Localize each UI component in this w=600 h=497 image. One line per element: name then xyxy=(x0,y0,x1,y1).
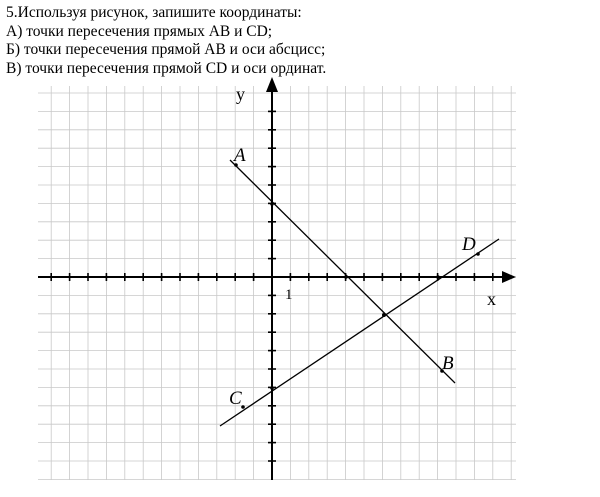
point-c xyxy=(241,405,245,409)
grid xyxy=(38,86,516,480)
task-item-c: В) точки пересечения прямой CD и оси ординат. xyxy=(6,59,327,77)
point-d-label: D xyxy=(462,234,476,255)
task-item-b: Б) точки пересечения прямой AB и оси абсцисс; xyxy=(6,41,326,58)
unit-label: 1 xyxy=(285,287,293,303)
point-b-label: B xyxy=(442,353,454,374)
task-item-a: А) точки пересечения прямых AB и CD; xyxy=(6,22,273,40)
intersection-cd-x-axis xyxy=(436,275,440,279)
point-d xyxy=(476,252,480,256)
intersection-ab-cd xyxy=(382,313,386,317)
axis-y-label: y xyxy=(236,84,245,104)
point-a-label: A xyxy=(234,145,246,166)
task-title: 5.Используя рисунок, запишите координаты: xyxy=(6,4,302,21)
intersection-cd-y-axis xyxy=(270,386,274,390)
line-ab xyxy=(230,160,455,383)
x-axis xyxy=(38,271,516,283)
y-axis xyxy=(266,77,278,480)
intersection-ab-x-axis xyxy=(344,275,348,279)
axis-x-label: x xyxy=(487,289,496,309)
intersection-ab-y-axis xyxy=(270,202,274,206)
point-c-label: C xyxy=(229,388,242,409)
